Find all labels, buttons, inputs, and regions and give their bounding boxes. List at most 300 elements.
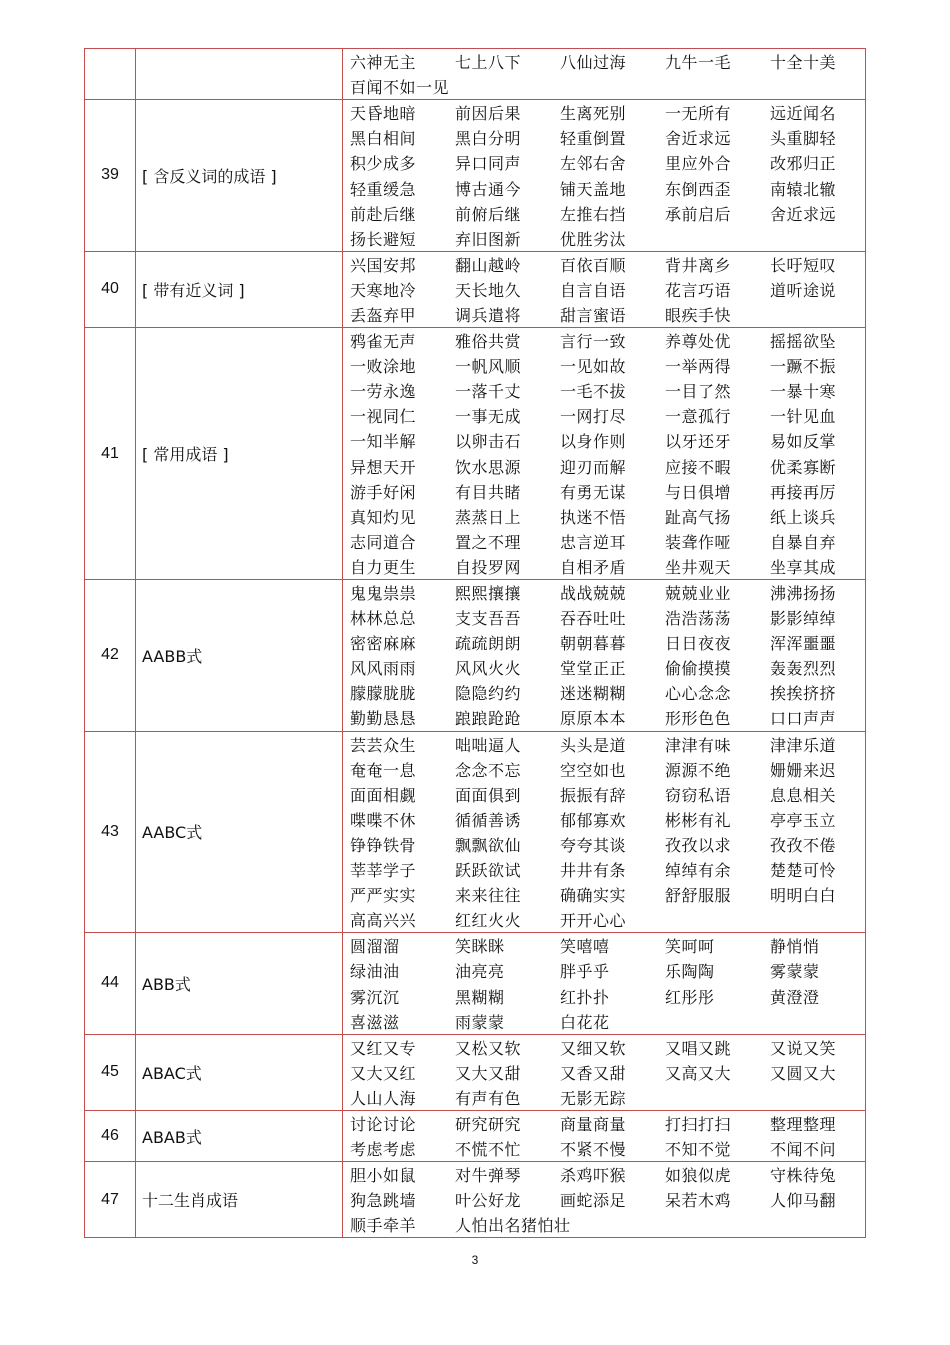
table-row bbox=[85, 731, 866, 933]
idiom: 呆若木鸡 bbox=[665, 1191, 732, 1211]
idiom: 口口声声 bbox=[770, 709, 837, 729]
idiom: 绿油油 bbox=[350, 962, 400, 982]
idiom: 影影绰绰 bbox=[770, 609, 837, 629]
idiom: 朦朦胧胧 bbox=[350, 684, 417, 704]
idiom: 胖乎乎 bbox=[560, 962, 610, 982]
row-category: ABAC式 bbox=[136, 1034, 343, 1110]
idiom: 一暴十寒 bbox=[770, 382, 837, 402]
idiom: 红扑扑 bbox=[560, 987, 610, 1007]
idiom: 无影无踪 bbox=[560, 1088, 627, 1108]
table-row bbox=[85, 251, 866, 327]
idiom: 一网打尽 bbox=[560, 407, 627, 427]
idiom: 翻山越岭 bbox=[455, 255, 522, 275]
idiom-line bbox=[350, 100, 865, 125]
idiom: 高高兴兴 bbox=[350, 911, 417, 931]
idiom-line bbox=[350, 529, 865, 554]
idiom: 真知灼见 bbox=[350, 507, 417, 527]
idiom: 以身作则 bbox=[560, 432, 627, 452]
idiom: 楚楚可怜 bbox=[770, 861, 837, 881]
table-row bbox=[85, 49, 866, 100]
idiom: 考虑考虑 bbox=[350, 1140, 417, 1160]
idiom: 胆小如鼠 bbox=[350, 1166, 417, 1186]
idiom-line bbox=[350, 1136, 865, 1161]
idiom: 十全十美 bbox=[770, 53, 837, 73]
idiom-list bbox=[343, 731, 866, 933]
idiom: 开开心心 bbox=[560, 911, 627, 931]
idiom: 自言自语 bbox=[560, 280, 627, 300]
idiom-line bbox=[350, 680, 865, 705]
idiom: 一帆风顺 bbox=[455, 357, 522, 377]
idiom: 兢兢业业 bbox=[665, 584, 732, 604]
idiom: 彬彬有礼 bbox=[665, 810, 732, 830]
idiom: 黑糊糊 bbox=[455, 987, 505, 1007]
idiom: 整理整理 bbox=[770, 1114, 837, 1134]
idiom: 津津有味 bbox=[665, 735, 732, 755]
idiom: 东倒西歪 bbox=[665, 179, 732, 199]
idiom: 堂堂正正 bbox=[560, 659, 627, 679]
idiom: 鸦雀无声 bbox=[350, 332, 417, 352]
idiom: 白花花 bbox=[560, 1012, 610, 1032]
row-number: 42 bbox=[85, 579, 136, 731]
idiom: 七上八下 bbox=[455, 53, 522, 73]
idiom: 长吁短叹 bbox=[770, 255, 837, 275]
idiom: 优柔寡断 bbox=[770, 457, 837, 477]
idiom: 左推右挡 bbox=[560, 204, 627, 224]
idiom-list bbox=[343, 933, 866, 1034]
idiom: 一针见血 bbox=[770, 407, 837, 427]
idiom: 红彤彤 bbox=[665, 987, 715, 1007]
idiom: 对牛弹琴 bbox=[455, 1166, 522, 1186]
row-category: [ 常用成语 ] bbox=[136, 328, 343, 580]
idiom-list bbox=[343, 1162, 866, 1238]
idiom: 头重脚轻 bbox=[770, 129, 837, 149]
idiom: 有勇无谋 bbox=[560, 482, 627, 502]
idiom: 一事无成 bbox=[455, 407, 522, 427]
idiom: 吞吞吐吐 bbox=[560, 609, 627, 629]
idiom-line bbox=[350, 958, 865, 983]
idiom: 明明白白 bbox=[770, 886, 837, 906]
idiom: 天寒地冷 bbox=[350, 280, 417, 300]
idiom: 又松又软 bbox=[455, 1038, 522, 1058]
idiom-line bbox=[350, 479, 865, 504]
idiom: 前因后果 bbox=[455, 104, 522, 124]
idiom: 异口同声 bbox=[455, 154, 522, 174]
idiom-line bbox=[350, 782, 865, 807]
idiom: 改邪归正 bbox=[770, 154, 837, 174]
idiom: 迷迷糊糊 bbox=[560, 684, 627, 704]
idiom: 喜滋滋 bbox=[350, 1012, 400, 1032]
idiom: 笑呵呵 bbox=[665, 937, 715, 957]
idiom: 红红火火 bbox=[455, 911, 522, 931]
idiom: 调兵遣将 bbox=[455, 305, 522, 325]
idiom: 偷偷摸摸 bbox=[665, 659, 732, 679]
idiom: 积少成多 bbox=[350, 154, 417, 174]
idiom: 乐陶陶 bbox=[665, 962, 715, 982]
idiom: 黄澄澄 bbox=[770, 987, 820, 1007]
idiom: 念念不忘 bbox=[455, 760, 522, 780]
idiom: 跃跃欲试 bbox=[455, 861, 522, 881]
idiom: 承前启后 bbox=[665, 204, 732, 224]
idiom: 又高又大 bbox=[665, 1063, 732, 1083]
idiom-line bbox=[350, 504, 865, 529]
idiom: 风风火火 bbox=[455, 659, 522, 679]
idiom: 黑白分明 bbox=[455, 129, 522, 149]
idiom: 研究研究 bbox=[455, 1114, 522, 1134]
idiom: 不知不觉 bbox=[665, 1140, 732, 1160]
idiom: 津津乐道 bbox=[770, 735, 837, 755]
idiom: 黑白相间 bbox=[350, 129, 417, 149]
idiom: 息息相关 bbox=[770, 785, 837, 805]
idiom: 孜孜以求 bbox=[665, 835, 732, 855]
idiom: 一举两得 bbox=[665, 357, 732, 377]
row-category: [ 含反义词的成语 ] bbox=[136, 100, 343, 252]
idiom: 又唱又跳 bbox=[665, 1038, 732, 1058]
idiom: 雅俗共赏 bbox=[455, 332, 522, 352]
row-category: [ 带有近义词 ] bbox=[136, 251, 343, 327]
idiom-line bbox=[350, 428, 865, 453]
idiom-line bbox=[350, 226, 865, 251]
idiom-line bbox=[350, 554, 865, 579]
idiom: 心心念念 bbox=[665, 684, 732, 704]
idiom-list bbox=[343, 1034, 866, 1110]
idiom: 又大又甜 bbox=[455, 1063, 522, 1083]
idiom: 不紧不慢 bbox=[560, 1140, 627, 1160]
idiom: 不闻不问 bbox=[770, 1140, 837, 1160]
idiom-line bbox=[350, 252, 865, 277]
row-number: 40 bbox=[85, 251, 136, 327]
idiom: 一落千丈 bbox=[455, 382, 522, 402]
idiom: 养尊处优 bbox=[665, 332, 732, 352]
idiom-line bbox=[350, 201, 865, 226]
idiom-list bbox=[343, 328, 866, 580]
row-number: 39 bbox=[85, 100, 136, 252]
idiom: 静悄悄 bbox=[770, 937, 820, 957]
idiom: 顺手牵羊 bbox=[350, 1216, 417, 1236]
idiom: 沸沸扬扬 bbox=[770, 584, 837, 604]
idiom: 扬长避短 bbox=[350, 229, 417, 249]
row-category: ABAB式 bbox=[136, 1110, 343, 1161]
idiom: 来来往往 bbox=[455, 886, 522, 906]
idiom: 舒舒服服 bbox=[665, 886, 732, 906]
idiom-line bbox=[350, 277, 865, 302]
idiom: 人怕出名猪怕壮 bbox=[455, 1216, 571, 1236]
row-number: 41 bbox=[85, 328, 136, 580]
idiom: 弃旧图新 bbox=[455, 229, 522, 249]
idiom: 百闻不如一见 bbox=[350, 78, 450, 98]
idiom: 狗急跳墙 bbox=[350, 1191, 417, 1211]
idiom: 郁郁寡欢 bbox=[560, 810, 627, 830]
idiom: 源源不绝 bbox=[665, 760, 732, 780]
idiom: 以牙还牙 bbox=[665, 432, 732, 452]
idiom: 自力更生 bbox=[350, 557, 417, 577]
idiom: 天昏地暗 bbox=[350, 104, 417, 124]
idiom: 日日夜夜 bbox=[665, 634, 732, 654]
idiom-line bbox=[350, 1009, 865, 1034]
idiom-line bbox=[350, 983, 865, 1008]
idiom-line bbox=[350, 1035, 865, 1060]
idiom: 前赴后继 bbox=[350, 204, 417, 224]
idiom: 异想天开 bbox=[350, 457, 417, 477]
idiom: 一目了然 bbox=[665, 382, 732, 402]
idiom: 一劳永逸 bbox=[350, 382, 417, 402]
table-row bbox=[85, 1034, 866, 1110]
idiom: 轻重缓急 bbox=[350, 179, 417, 199]
idiom: 眼疾手快 bbox=[665, 305, 732, 325]
idiom: 叶公好龙 bbox=[455, 1191, 522, 1211]
idiom: 奄奄一息 bbox=[350, 760, 417, 780]
idiom-line bbox=[350, 1212, 865, 1237]
idiom-line bbox=[350, 757, 865, 782]
idiom: 纸上谈兵 bbox=[770, 507, 837, 527]
idiom: 一意孤行 bbox=[665, 407, 732, 427]
idiom: 面面相觑 bbox=[350, 785, 417, 805]
idiom: 雾沉沉 bbox=[350, 987, 400, 1007]
idiom: 置之不理 bbox=[455, 532, 522, 552]
idiom: 战战兢兢 bbox=[560, 584, 627, 604]
row-number: 45 bbox=[85, 1034, 136, 1110]
idiom: 兴国安邦 bbox=[350, 255, 417, 275]
idiom-list bbox=[343, 100, 866, 252]
idiom: 雾蒙蒙 bbox=[770, 962, 820, 982]
idiom: 孜孜不倦 bbox=[770, 835, 837, 855]
idiom: 易如反掌 bbox=[770, 432, 837, 452]
idiom-line bbox=[350, 353, 865, 378]
idiom: 远近闻名 bbox=[770, 104, 837, 124]
idiom: 轻重倒置 bbox=[560, 129, 627, 149]
idiom: 一视同仁 bbox=[350, 407, 417, 427]
idiom: 踉踉跄跄 bbox=[455, 709, 522, 729]
idiom-list bbox=[343, 579, 866, 731]
idiom: 百依百顺 bbox=[560, 255, 627, 275]
idiom-list bbox=[343, 1110, 866, 1161]
idiom-line bbox=[350, 328, 865, 353]
row-category: ABB式 bbox=[136, 933, 343, 1034]
idiom: 以卵击石 bbox=[455, 432, 522, 452]
idiom: 打扫打扫 bbox=[665, 1114, 732, 1134]
idiom: 应接不暇 bbox=[665, 457, 732, 477]
idiom: 严严实实 bbox=[350, 886, 417, 906]
idiom: 笑嘻嘻 bbox=[560, 937, 610, 957]
row-number: 44 bbox=[85, 933, 136, 1034]
idiom: 人山人海 bbox=[350, 1088, 417, 1108]
idiom: 铮铮铁骨 bbox=[350, 835, 417, 855]
idiom: 芸芸众生 bbox=[350, 735, 417, 755]
idiom: 循循善诱 bbox=[455, 810, 522, 830]
idiom: 鬼鬼祟祟 bbox=[350, 584, 417, 604]
idiom: 里应外合 bbox=[665, 154, 732, 174]
idiom: 莘莘学子 bbox=[350, 861, 417, 881]
idiom: 林林总总 bbox=[350, 609, 417, 629]
idiom: 又大又红 bbox=[350, 1063, 417, 1083]
idiom: 自相矛盾 bbox=[560, 557, 627, 577]
idiom: 游手好闲 bbox=[350, 482, 417, 502]
idiom: 浑浑噩噩 bbox=[770, 634, 837, 654]
row-number: 47 bbox=[85, 1162, 136, 1238]
idiom: 一蹶不振 bbox=[770, 357, 837, 377]
idiom: 言行一致 bbox=[560, 332, 627, 352]
idiom: 如狼似虎 bbox=[665, 1166, 732, 1186]
idiom-line bbox=[350, 605, 865, 630]
table-row bbox=[85, 933, 866, 1034]
idiom: 咄咄逼人 bbox=[455, 735, 522, 755]
idiom-list bbox=[343, 251, 866, 327]
idiom: 疏疏朗朗 bbox=[455, 634, 522, 654]
page-number: 3 bbox=[471, 1253, 479, 1267]
idiom-line bbox=[350, 882, 865, 907]
idiom: 商量商量 bbox=[560, 1114, 627, 1134]
idiom: 甜言蜜语 bbox=[560, 305, 627, 325]
row-number bbox=[85, 49, 136, 100]
table-row bbox=[85, 328, 866, 580]
idiom: 趾高气扬 bbox=[665, 507, 732, 527]
idiom: 又说又笑 bbox=[770, 1038, 837, 1058]
idiom: 又圆又大 bbox=[770, 1063, 837, 1083]
idiom: 浩浩荡荡 bbox=[665, 609, 732, 629]
idiom: 讨论讨论 bbox=[350, 1114, 417, 1134]
idiom: 一无所有 bbox=[665, 104, 732, 124]
idiom: 装聋作哑 bbox=[665, 532, 732, 552]
idiom: 又细又软 bbox=[560, 1038, 627, 1058]
idiom: 花言巧语 bbox=[665, 280, 732, 300]
idiom: 姗姗来迟 bbox=[770, 760, 837, 780]
idiom: 优胜劣汰 bbox=[560, 229, 627, 249]
idiom: 一见如故 bbox=[560, 357, 627, 377]
idiom: 飘飘欲仙 bbox=[455, 835, 522, 855]
idiom: 坐井观天 bbox=[665, 557, 732, 577]
idiom: 执迷不悟 bbox=[560, 507, 627, 527]
idiom: 朝朝暮暮 bbox=[560, 634, 627, 654]
idiom-line bbox=[350, 175, 865, 200]
idiom: 忠言逆耳 bbox=[560, 532, 627, 552]
idiom: 密密麻麻 bbox=[350, 634, 417, 654]
idiom: 油亮亮 bbox=[455, 962, 505, 982]
table-row bbox=[85, 100, 866, 252]
idiom: 博古通今 bbox=[455, 179, 522, 199]
idiom: 振振有辞 bbox=[560, 785, 627, 805]
idiom: 雨蒙蒙 bbox=[455, 1012, 505, 1032]
row-category: AABB式 bbox=[136, 579, 343, 731]
idiom: 头头是道 bbox=[560, 735, 627, 755]
idiom: 支支吾吾 bbox=[455, 609, 522, 629]
idiom: 又香又甜 bbox=[560, 1063, 627, 1083]
idiom: 铺天盖地 bbox=[560, 179, 627, 199]
idiom: 有目共睹 bbox=[455, 482, 522, 502]
idiom: 一知半解 bbox=[350, 432, 417, 452]
idiom: 一败涂地 bbox=[350, 357, 417, 377]
idiom: 前俯后继 bbox=[455, 204, 522, 224]
idiom: 六神无主 bbox=[350, 53, 417, 73]
idiom-line bbox=[350, 1187, 865, 1212]
idiom: 勤勤恳恳 bbox=[350, 709, 417, 729]
idiom: 井井有条 bbox=[560, 861, 627, 881]
idiom: 风风雨雨 bbox=[350, 659, 417, 679]
idiom: 圆溜溜 bbox=[350, 937, 400, 957]
idiom: 空空如也 bbox=[560, 760, 627, 780]
table-row bbox=[85, 1110, 866, 1161]
idiom-line bbox=[350, 74, 865, 99]
idiom: 八仙过海 bbox=[560, 53, 627, 73]
idiom-line bbox=[350, 630, 865, 655]
idiom: 隐隐约约 bbox=[455, 684, 522, 704]
idiom: 又红又专 bbox=[350, 1038, 417, 1058]
table-body bbox=[85, 49, 866, 1238]
idiom-line bbox=[350, 732, 865, 757]
idiom: 喋喋不休 bbox=[350, 810, 417, 830]
idiom: 轰轰烈烈 bbox=[770, 659, 837, 679]
idiom-line bbox=[350, 302, 865, 327]
idiom-line bbox=[350, 1085, 865, 1110]
idiom: 窃窃私语 bbox=[665, 785, 732, 805]
idiom: 生离死别 bbox=[560, 104, 627, 124]
idiom: 人仰马翻 bbox=[770, 1191, 837, 1211]
idiom: 丢盔弃甲 bbox=[350, 305, 417, 325]
idiom-line bbox=[350, 832, 865, 857]
idiom: 有声有色 bbox=[455, 1088, 522, 1108]
idiom: 夸夸其谈 bbox=[560, 835, 627, 855]
row-category bbox=[136, 49, 343, 100]
idiom: 确确实实 bbox=[560, 886, 627, 906]
idiom: 挨挨挤挤 bbox=[770, 684, 837, 704]
row-category: 十二生肖成语 bbox=[136, 1162, 343, 1238]
idiom: 道听途说 bbox=[770, 280, 837, 300]
idiom-line bbox=[350, 857, 865, 882]
idiom-line bbox=[350, 933, 865, 958]
idiom: 绰绰有余 bbox=[665, 861, 732, 881]
idiom-line bbox=[350, 378, 865, 403]
idiom-line bbox=[350, 907, 865, 932]
idiom: 熙熙攘攘 bbox=[455, 584, 522, 604]
idiom: 自暴自弃 bbox=[770, 532, 837, 552]
idiom-line bbox=[350, 454, 865, 479]
idiom: 志同道合 bbox=[350, 532, 417, 552]
idiom-line bbox=[350, 705, 865, 730]
idiom-line bbox=[350, 580, 865, 605]
idiom: 自投罗网 bbox=[455, 557, 522, 577]
idiom-line bbox=[350, 807, 865, 832]
idiom-line bbox=[350, 403, 865, 428]
idiom-line bbox=[350, 49, 865, 74]
idiom: 再接再厉 bbox=[770, 482, 837, 502]
idiom-line bbox=[350, 125, 865, 150]
idiom-line bbox=[350, 1162, 865, 1187]
idiom: 杀鸡吓猴 bbox=[560, 1166, 627, 1186]
idiom: 画蛇添足 bbox=[560, 1191, 627, 1211]
idiom: 南辕北辙 bbox=[770, 179, 837, 199]
idiom-line bbox=[350, 1060, 865, 1085]
idiom: 不慌不忙 bbox=[455, 1140, 522, 1160]
idiom: 蒸蒸日上 bbox=[455, 507, 522, 527]
idiom-line bbox=[350, 150, 865, 175]
idiom: 亭亭玉立 bbox=[770, 810, 837, 830]
idiom-table bbox=[84, 48, 866, 1238]
idiom: 饮水思源 bbox=[455, 457, 522, 477]
idiom: 形形色色 bbox=[665, 709, 732, 729]
idiom: 一毛不拔 bbox=[560, 382, 627, 402]
idiom-line bbox=[350, 1111, 865, 1136]
idiom-list bbox=[343, 49, 866, 100]
idiom: 天长地久 bbox=[455, 280, 522, 300]
row-number: 43 bbox=[85, 731, 136, 933]
idiom: 面面俱到 bbox=[455, 785, 522, 805]
idiom: 守株待兔 bbox=[770, 1166, 837, 1186]
idiom: 摇摇欲坠 bbox=[770, 332, 837, 352]
row-category: AABC式 bbox=[136, 731, 343, 933]
idiom: 迎刃而解 bbox=[560, 457, 627, 477]
idiom: 坐享其成 bbox=[770, 557, 837, 577]
table-row bbox=[85, 1162, 866, 1238]
table-row bbox=[85, 579, 866, 731]
idiom: 舍近求远 bbox=[665, 129, 732, 149]
